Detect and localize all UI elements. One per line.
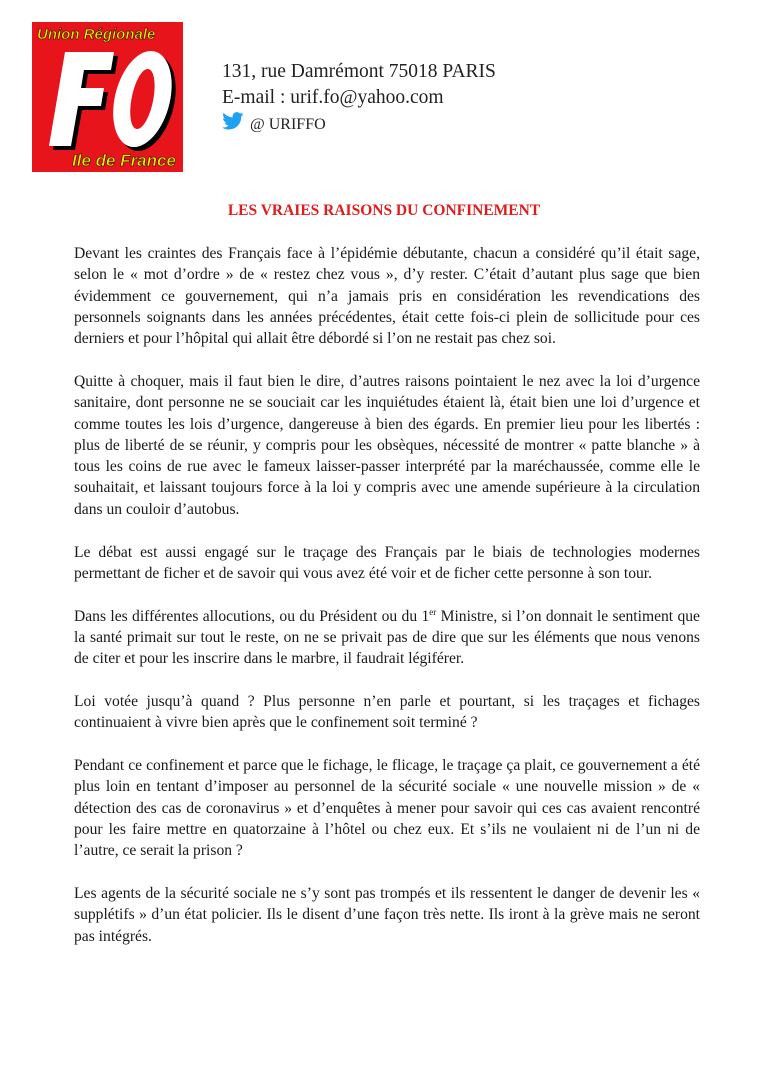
twitter-line: [222, 112, 326, 137]
twitter-handle: @ URIFFO: [250, 116, 326, 133]
email: E-mail : urif.fo@yahoo.com: [222, 87, 444, 108]
paragraph-2: Quitte à choquer, mais il faut bien le dire, d’autres raisons pointaient le nez avec la loi d’urgence sanitaire, dont personne ne se souciait car les inquiétudes étaient là, était bien une loi d’urgence et comme toutes les lois d’urgence, dangereuse à bien des égards. En premier lieu pour les libertés : plus de liberté de se réunir, y compris pour les obsèques, nécessité de montrer « patte blanche » à tous les coins de rue avec le fameux laisser-passer interprété par la maréchaussée, comme elle le souhaitait, et laissant toujours force à la loi y compris avec une amende supérieure à la circulation dans un couloir d’autobus.: [74, 372, 700, 518]
paragraph-4-end: Ministre, si l’on donnait le sentiment que la santé primait sur tout le reste, on ne se privait pas de dire que sur les éléments que nous venons de citer et pour les inscrire dans le marbre, il faudrait légiférer.: [74, 607, 700, 668]
logo-bottom-text: Ile de France: [72, 151, 176, 170]
address: 131, rue Damrémont 75018 PARIS: [222, 61, 496, 82]
paragraph-7: Les agents de la sécurité sociale ne s’y sont pas trompés et ils ressentent le danger de devenir les « supplétifs » d’un état policier. Ils le disent d’une façon très nette. Ils iront à la grève mais ne seront pas intégrés.: [74, 885, 700, 945]
paragraph-6: Pendant ce confinement et parce que le fichage, le flicage, le traçage ça plait, ce gouvernement a été plus loin en tentant d’imposer au personnel de la sécurité sociale « une nouvelle mission » de « détection des cas de coronavirus » et d’enquêtes à mener pour savoir qui ces cas avaient rencontré pour les faire mettre en quatorzaine à l’hôtel ou chez eux. Et s’ils ne voulaient ni de l’un ni de l’autre, ce serait la prison ?: [74, 757, 700, 860]
paragraph-3: Le débat est aussi engagé sur le traçage des Français par le biais de technologies modernes permettant de ficher et de savoir qui vous avez été voir et de ficher cette personne à son tour.: [74, 543, 700, 582]
logo-top-text: Union Régionale: [37, 26, 156, 43]
paragraph-1: Devant les craintes des Français face à l’épidémie débutante, chacun a considéré qu’il était sage, selon le « mot d’ordre » de « restez chez vous », d’y rester. C’était d’autant plus sage que bien évidemment ce gouvernement, qui n’a jamais pris en considération les revendications des personnels soignants dans les années précédentes, était cette fois-ci plein de sollicitude pour ces derniers et pour l’hôpital qui allait être débordé si l’on ne restait pas chez soi.: [74, 245, 700, 348]
ordinal-superscript: er: [429, 606, 437, 617]
fo-logo-graphic: [32, 22, 183, 172]
paragraph-4: [74, 606, 700, 670]
twitter-bird-icon: [222, 112, 244, 137]
paragraph-4-start: Dans les différentes allocutions, ou du Président ou du 1: [74, 607, 430, 625]
document-title: LES VRAIES RAISONS DU CONFINEMENT: [227, 202, 541, 219]
fo-logo: [32, 22, 183, 172]
document-body: [74, 243, 700, 969]
logo-letters-graphic: [49, 51, 183, 151]
paragraph-5: Loi votée jusqu’à quand ? Plus personne n’en parle et pourtant, si les traçages et fichages continuaient à vivre bien après que le confinement soit terminé ?: [74, 693, 700, 732]
